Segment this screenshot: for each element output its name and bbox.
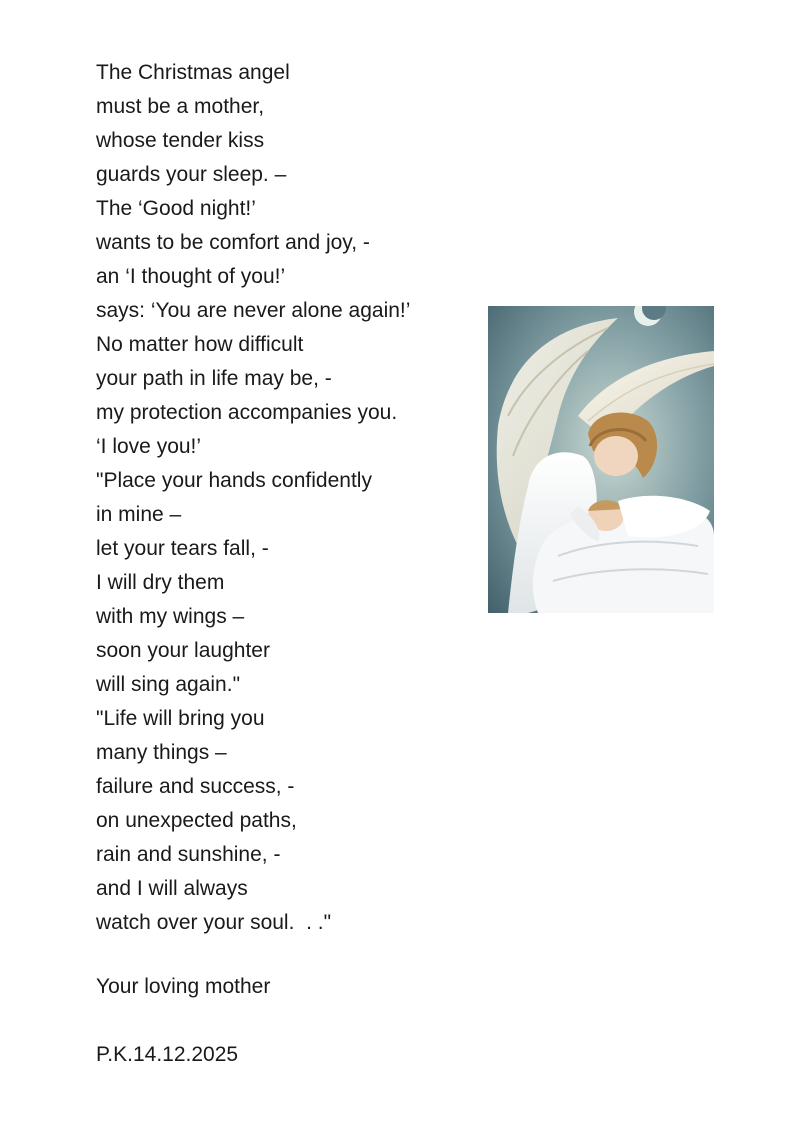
poem-line: I will dry them — [96, 571, 225, 594]
poem-line: an ‘I thought of you!’ — [96, 265, 286, 288]
closing-signature: Your loving mother — [96, 975, 271, 998]
poem-line: No matter how difficult — [96, 333, 304, 356]
poem-line: let your tears fall, - — [96, 537, 269, 560]
poem-line: must be a mother, — [96, 95, 265, 118]
poem-line: your path in life may be, - — [96, 367, 332, 390]
poem-line: ‘I love you!’ — [96, 435, 202, 458]
poem-line: "Life will bring you — [96, 707, 265, 730]
poem-line: watch over your soul. . ." — [96, 911, 332, 934]
poem-line: on unexpected paths, — [96, 809, 297, 832]
poem-line: wants to be comfort and joy, - — [96, 231, 370, 254]
initials-date: P.K.14.12.2025 — [96, 1043, 239, 1066]
poem-line: my protection accompanies you. — [96, 401, 398, 424]
poem-line: soon your laughter — [96, 639, 270, 662]
poem-line: and I will always — [96, 877, 248, 900]
poem-line: with my wings – — [96, 605, 245, 628]
poem-line: in mine – — [96, 503, 182, 526]
poem-line: will sing again." — [96, 673, 241, 696]
angel-face — [594, 436, 638, 476]
poem-line: The ‘Good night!’ — [96, 197, 256, 220]
poem-line: failure and success, - — [96, 775, 295, 798]
angel-illustration — [488, 306, 714, 613]
poem-line: guards your sleep. – — [96, 163, 287, 186]
poem-line: "Place your hands confidently — [96, 469, 372, 492]
poem-line: rain and sunshine, - — [96, 843, 281, 866]
poem — [96, 56, 476, 940]
poem-line: The Christmas angel — [96, 61, 290, 84]
poem-line: says: ‘You are never alone again!’ — [96, 299, 411, 322]
poem-line: whose tender kiss — [96, 129, 265, 152]
poem-line: many things – — [96, 741, 227, 764]
